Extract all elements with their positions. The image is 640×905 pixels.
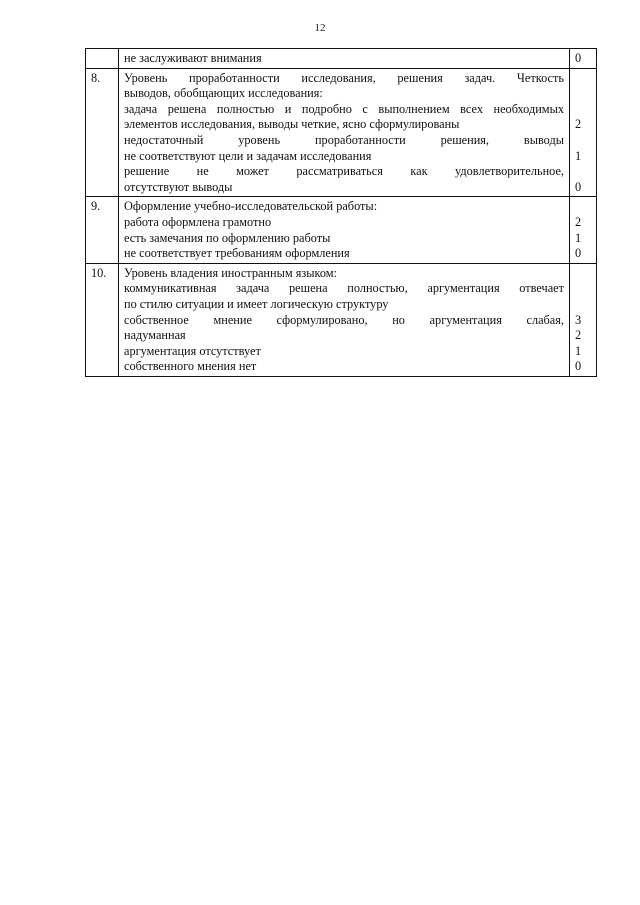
option-text: аргументация отсутствует [124,343,261,358]
score-value: 0 [575,51,582,65]
score-cell [570,68,597,197]
score-value: 1 [575,148,582,163]
score-value: 1 [575,343,582,358]
criterion-text [119,68,570,197]
score-value: 2 [575,328,582,343]
option-text: не соответствует требованиям оформления [124,246,350,261]
criterion-heading: Уровень владения иностранным языком: [124,265,337,280]
option-text: собственного мнения нет [124,359,257,374]
page-number: 12 [314,22,326,34]
option-text: по стилю ситуации и имеет логическую структуру [124,296,389,311]
criterion-text [119,263,570,376]
row-number: 10. [86,263,119,376]
option-text: задача решена полностью и подробно с выполнением всех необходимых [124,101,564,116]
option-text: недостаточный уровень проработанности решения, выводы [124,132,564,147]
criterion-text [119,197,570,263]
option-text: элементов исследования, выводы четкие, ясно сформулированы [124,117,460,132]
option-text: не заслуживают внимания [124,51,262,65]
score-cell [570,263,597,376]
score-value: 1 [575,230,582,245]
row-number [86,49,119,69]
score-value: 0 [575,246,582,261]
criterion-heading: Уровень проработанности исследования, решения задач. Четкость [124,70,564,85]
score-cell [570,197,597,263]
option-text: работа оформлена грамотно [124,214,272,229]
table-row [86,197,597,263]
option-text: решение не может рассматриваться как удовлетворительное, [124,164,564,179]
criteria-table [85,48,597,377]
option-text: не соответствуют цели и задачам исследования [124,148,372,163]
option-text: собственное мнение сформулировано, но аргументация слабая, [124,312,564,327]
row-number: 8. [86,68,119,197]
table-row [86,263,597,376]
criterion-heading: выводов, обобщающих исследования: [124,86,323,101]
option-text: отсутствуют выводы [124,179,233,194]
criterion-heading: Оформление учебно-исследовательской работы: [124,199,378,214]
score-value: 0 [575,359,582,374]
score-value: 0 [575,179,582,194]
table-row [86,49,597,69]
option-text: есть замечания по оформлению работы [124,230,331,245]
table-row [86,68,597,197]
score-value: 2 [575,214,582,229]
score-cell [570,49,597,69]
option-text: коммуникативная задача решена полностью, аргументация отвечает [124,281,564,296]
score-value: 2 [575,117,582,132]
criterion-text [119,49,570,69]
row-number: 9. [86,197,119,263]
score-value: 3 [575,312,582,327]
option-text: надуманная [124,328,186,343]
